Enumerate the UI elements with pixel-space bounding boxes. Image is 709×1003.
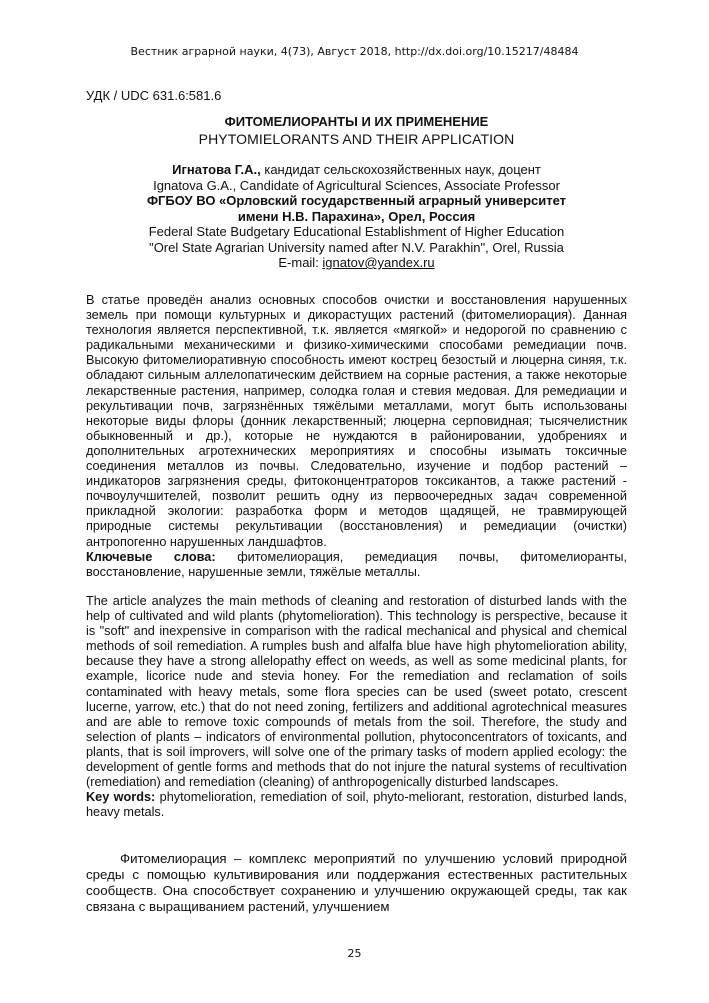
abstract-en-text: The article analyzes the main methods of cleaning and restoration of disturbed lands with the help of cultivated and wild plants (phytomelioration). This technology is perspective, because it is "soft" and inexpensive in comparison with the radical mechanical and physical and chemical methods of soil remediation. A rumples bush and alfalfa blue have high phytomelioration ability, because they have a strong allelopathy effect on weeds, as well as some medicinal plants, for example, licorice nude and stevia honey. For the remediation and reclamation of soils contaminated with heavy metals, some flora species can be used (sweet potato, crescent lucerne, yarrow, etc.) that do not need zoning, fertilizers and additional agrotechnical measures and are able to remove toxic compounds of metals from the soil. Therefore, the study and selection of plants – indicators of environmental pollution, phytoconcentrators of toxicants, and plants, that is soil improvers, will solve one of the primary tasks of modern applied ecology: the development of gentle forms and methods that do not injure the natural systems of recultivation (remediation) and remediation (cleaning) of anthropogenically disturbed landscapes. bbox=[86, 594, 627, 790]
author-block bbox=[86, 162, 627, 271]
organization-ru-line-1: ФГБОУ ВО «Орловский государственный аграрный университет bbox=[146, 193, 567, 208]
journal-header: Вестник аграрной науки, 4(73), Август 2018, http://dx.doi.org/10.15217/48484 bbox=[130, 45, 579, 58]
abstract-russian bbox=[86, 293, 627, 580]
author-degree-ru: кандидат сельскохозяйственных наук, доцент bbox=[260, 162, 541, 177]
abstract-ru-text: В статье проведён анализ основных способов очистки и восстановления нарушенных земель при помощи культурных и дикорастущих растений (фитомелиорация). Данная технология является перспективной, т.к. является «мягкой» и недорогой по сравнению с радикальными механическими и физико-химическими способами ремедиации почв. Высокую фитомелиоративную способность имеют кострец безостый и люцерна синяя, т.к. обладают сильным аллелопатическим действием на сорные растения, а также некоторые лекарственные растения, например, солодка голая и стевия медовая. Для ремедиации и рекультивации почв, загрязнённых тяжёлыми металлами, могут быть использованы некоторые виды флоры (донник лекарственный; люцерна серповидная; тысячелистник обыкновенный и др.), которые не нуждаются в районировании, удобрениях и дополнительных агротехнических мероприятиях и способны изымать токсичные соединения металлов из почвы. Следовательно, изучение и подбор растений – индикаторов загрязнения среды, фитоконцентраторов токсикантов, а также растений - почвоулучшителей, позволит решить одну из первоочередных задач современной прикладной экологии: разработка форм и методов щадящей, не травмирующей природные системы рекультивации (восстановления) и ремедиации (очистки) антропогенно нарушенных ландшафтов. bbox=[86, 293, 627, 549]
abstract-english bbox=[86, 594, 627, 820]
body-paragraph-text: Фитомелиорация – комплекс мероприятий по улучшению условий природной среды с помощью культивирования или поддержания естественных растительных сообществ. Она способствует сохранению и улучшению окружающей среды, так как связана с выращиванием растений, улучшением bbox=[86, 851, 627, 914]
title-russian: ФИТОМЕЛИОРАНТЫ И ИХ ПРИМЕНЕНИЕ bbox=[224, 114, 489, 129]
body-paragraph bbox=[86, 851, 627, 915]
body-text bbox=[86, 851, 627, 915]
author-name-ru: Игнатова Г.А., bbox=[172, 162, 261, 177]
title-english: PHYTOMIELORANTS AND THEIR APPLICATION bbox=[198, 131, 515, 147]
keywords-ru bbox=[86, 550, 627, 580]
keywords-ru-text: фитомелиорация, ремедиация почвы, фитомелиоранты, восстановление, нарушенные земли, тяжёлые металлы. bbox=[86, 549, 628, 579]
title-block bbox=[86, 114, 627, 148]
author-line-en: Ignatova G.A., Candidate of Agricultural Sciences, Associate Professor bbox=[153, 177, 560, 193]
email-label: E-mail: bbox=[278, 255, 323, 270]
udc-code: УДК / UDC 631.6:581.6 bbox=[86, 88, 222, 103]
email-line bbox=[86, 255, 627, 271]
keywords-en-text: phytomelioration, remediation of soil, phyto-meliorant, restoration, disturbed lands, heavy metals. bbox=[86, 790, 627, 820]
keywords-en-label: Key words: bbox=[86, 790, 156, 805]
organization-ru-line-2: имени Н.В. Парахина», Орел, Россия bbox=[237, 208, 476, 224]
organization-en-line-1: Federal State Budgetary Educational Establishment of Higher Education bbox=[148, 224, 565, 239]
author-line-ru bbox=[86, 162, 627, 178]
keywords-en bbox=[86, 790, 627, 820]
page-number: 25 bbox=[347, 947, 362, 960]
organization-en-line-2: "Orel State Agrarian University named after N.V. Parakhin", Orel, Russia bbox=[149, 239, 564, 255]
email-link[interactable]: ignatov@yandex.ru bbox=[322, 255, 435, 270]
keywords-ru-label: Ключевые слова: bbox=[86, 549, 216, 564]
